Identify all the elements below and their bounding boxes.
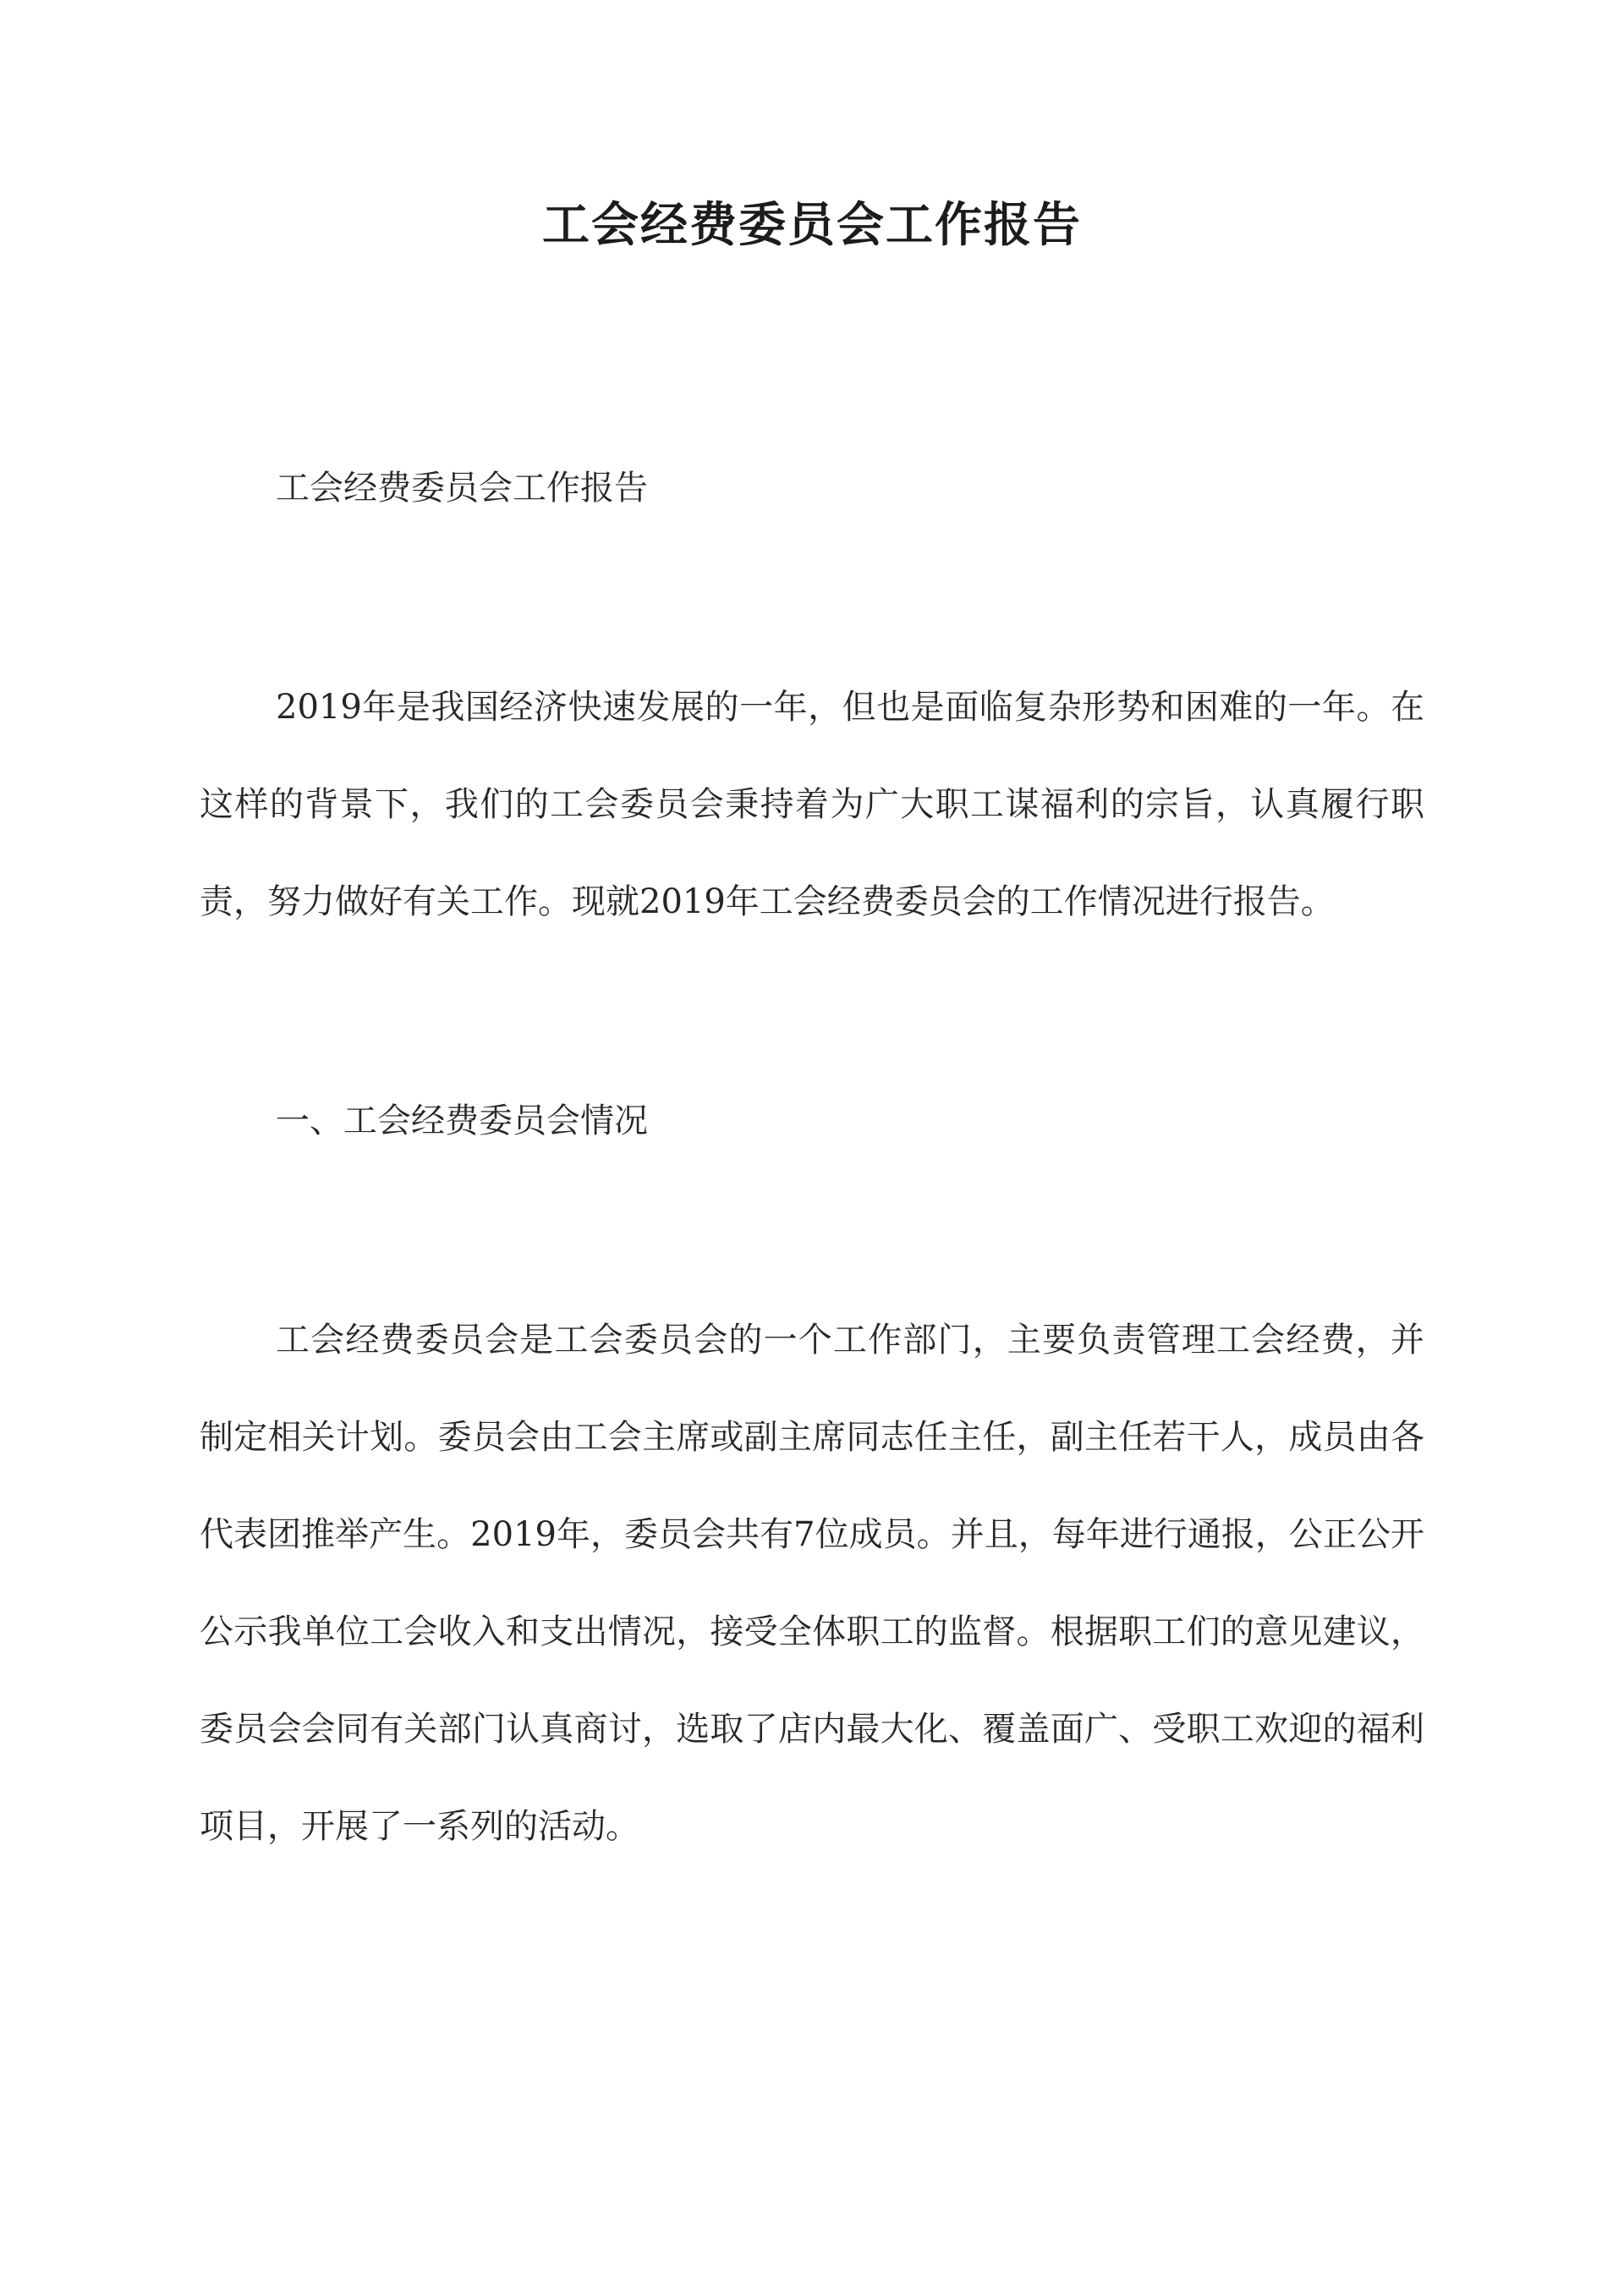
spacer: [200, 951, 1424, 1073]
document-title: 工会经费委员会工作报告: [542, 197, 1082, 253]
section-heading: 一、工会经费委员会情况: [276, 1101, 648, 1140]
spacer: [200, 1170, 1424, 1292]
intro-paragraph: 2019年是我国经济快速发展的一年，但也是面临复杂形势和困难的一年。在这样的背景下，我们的工会委员会秉持着为广大职工谋福利的宗旨，认真履行职责，努力做好有关工作。现就2019年工会经费委员会的工作情况进行报告。: [200, 688, 1424, 921]
report-subtitle: 工会经费委员会工作报告: [276, 469, 648, 508]
spacer: [200, 537, 1424, 659]
document-body: [200, 440, 1424, 1876]
section-paragraph: 工会经费委员会是工会委员会的一个工作部门，主要负责管理工会经费，并制定相关计划。委员会由工会主席或副主席同志任主任，副主任若干人，成员由各代表团推举产生。2019年，委员会共有7位成员。并且，每年进行通报，公正公开公示我单位工会收入和支出情况，接受全体职工的监督。根据职工们的意见建议，委员会会同有关部门认真商讨，选取了店内最大化、覆盖面广、受职工欢迎的福利项目，开展了一系列的活动。: [200, 1321, 1424, 1846]
